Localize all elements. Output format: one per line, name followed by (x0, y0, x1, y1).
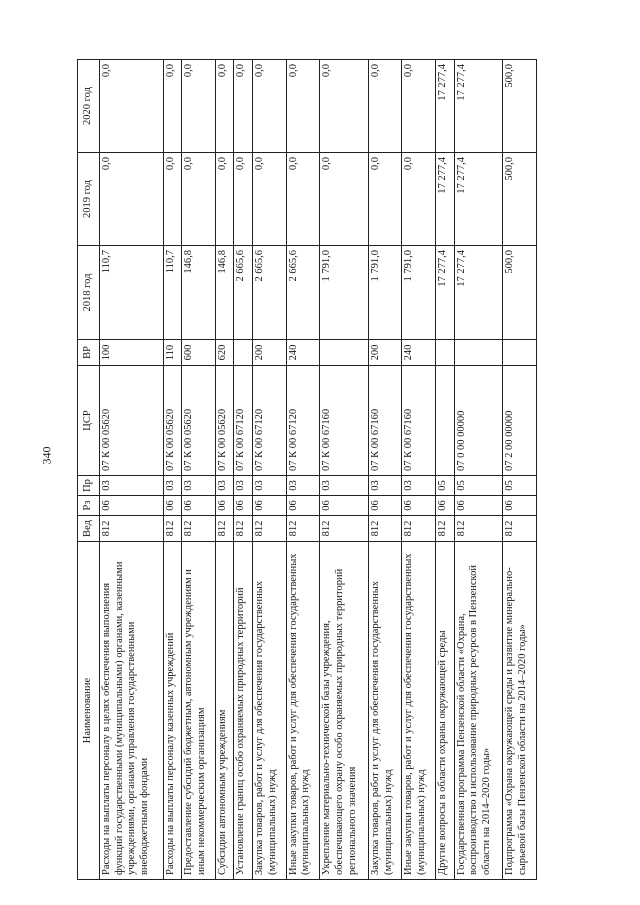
table-row (252, 60, 286, 880)
vr-cell: 200 (252, 340, 286, 366)
vr-cell: 620 (215, 340, 234, 366)
year-2018-cell: 2 665,6 (286, 246, 320, 340)
name-cell: Субсидии автономным учреждениям (215, 542, 234, 880)
vr-cell: 200 (368, 340, 402, 366)
ved-cell: 812 (182, 516, 216, 542)
header-cell: Рз (78, 496, 100, 516)
year-2018-cell: 17 277,4 (454, 246, 503, 340)
year-2020-cell: 0,0 (182, 60, 216, 153)
ved-cell: 812 (320, 516, 369, 542)
year-2019-cell: 0,0 (252, 153, 286, 246)
name-cell: Иные закупки товаров, работ и услуг для обеспечения государственных (муниципальных) нужд (402, 542, 436, 880)
name-cell: Государственная программа Пензенской области «Охрана, воспроизводство и использование природных ресурсов в Пензенской области на 2014–2020 годы» (454, 542, 503, 880)
csr-cell: 07 К 00 05620 (99, 366, 163, 476)
rz-cell: 06 (402, 496, 436, 516)
header-cell: 2019 год (78, 153, 100, 246)
rz-cell: 06 (215, 496, 234, 516)
csr-cell: 07 К 00 67120 (252, 366, 286, 476)
name-cell: Расходы на выплаты персоналу в целях обеспечения выполнения функций государственными (муниципальными) органами, казенными учреждениями, органами управления государственными внебюджетными фондами (99, 542, 163, 880)
pr-cell: 05 (454, 476, 503, 496)
vr-cell: 100 (99, 340, 163, 366)
year-2019-cell: 0,0 (215, 153, 234, 246)
pr-cell: 03 (215, 476, 234, 496)
rz-cell: 06 (234, 496, 253, 516)
name-cell: Иные закупки товаров, работ и услуг для обеспечения государственных (муниципальных) нужд (286, 542, 320, 880)
header-cell: 2018 год (78, 246, 100, 340)
pr-cell: 03 (234, 476, 253, 496)
csr-cell: 07 К 00 67120 (286, 366, 320, 476)
year-2019-cell: 17 277,4 (436, 153, 455, 246)
table-row (402, 60, 436, 880)
table-row (286, 60, 320, 880)
header-cell: Пр (78, 476, 100, 496)
vr-cell: 240 (286, 340, 320, 366)
csr-cell: 07 К 00 67160 (402, 366, 436, 476)
ved-cell: 812 (163, 516, 182, 542)
table-row (99, 60, 163, 880)
rz-cell: 06 (163, 496, 182, 516)
rz-cell: 06 (454, 496, 503, 516)
csr-cell: 07 2 00 00000 (503, 366, 537, 476)
csr-cell: 07 К 00 05620 (163, 366, 182, 476)
ved-cell: 812 (99, 516, 163, 542)
name-cell: Подпрограмма «Охрана окружающей среды и развитие минерально-сырьевой базы Пензенской области на 2014–2020 годы» (503, 542, 537, 880)
year-2019-cell: 0,0 (163, 153, 182, 246)
rz-cell: 06 (436, 496, 455, 516)
year-2018-cell: 1 791,0 (402, 246, 436, 340)
table-row (368, 60, 402, 880)
pr-cell: 05 (503, 476, 537, 496)
pr-cell: 03 (286, 476, 320, 496)
header-cell: ВР (78, 340, 100, 366)
table-row (454, 60, 503, 880)
year-2018-cell: 2 665,6 (234, 246, 253, 340)
year-2020-cell: 17 277,4 (454, 60, 503, 153)
year-2020-cell: 0,0 (320, 60, 369, 153)
csr-cell: 07 0 00 00000 (454, 366, 503, 476)
page-number: 340 (39, 446, 54, 465)
year-2018-cell: 110,7 (99, 246, 163, 340)
vr-cell (436, 340, 455, 366)
year-2019-cell: 0,0 (234, 153, 253, 246)
year-2020-cell: 500,0 (503, 60, 537, 153)
rz-cell: 06 (368, 496, 402, 516)
name-cell: Расходы на выплаты персоналу казенных учреждений (163, 542, 182, 880)
year-2020-cell: 0,0 (286, 60, 320, 153)
pr-cell: 05 (436, 476, 455, 496)
year-2020-cell: 0,0 (234, 60, 253, 153)
table-row (436, 60, 455, 880)
name-cell: Установление границ особо охраняемых природных территорий (234, 542, 253, 880)
ved-cell: 812 (234, 516, 253, 542)
year-2020-cell: 0,0 (215, 60, 234, 153)
table-row (320, 60, 369, 880)
ved-cell: 812 (215, 516, 234, 542)
vr-cell (234, 340, 253, 366)
header-cell: 2020 год (78, 60, 100, 153)
year-2018-cell: 146,8 (215, 246, 234, 340)
csr-cell (436, 366, 455, 476)
year-2020-cell: 0,0 (368, 60, 402, 153)
ved-cell: 812 (436, 516, 455, 542)
table-row (503, 60, 537, 880)
table-row (182, 60, 216, 880)
pr-cell: 03 (252, 476, 286, 496)
header-row (78, 60, 100, 880)
budget-table (77, 59, 537, 880)
year-2018-cell: 500,0 (503, 246, 537, 340)
year-2019-cell: 0,0 (402, 153, 436, 246)
name-cell: Закупка товаров, работ и услуг для обеспечения государственных (муниципальных) нужд (368, 542, 402, 880)
ved-cell: 812 (252, 516, 286, 542)
table-row (163, 60, 182, 880)
ved-cell: 812 (286, 516, 320, 542)
rz-cell: 06 (252, 496, 286, 516)
year-2020-cell: 0,0 (252, 60, 286, 153)
rz-cell: 06 (503, 496, 537, 516)
year-2019-cell: 0,0 (320, 153, 369, 246)
vr-cell: 240 (402, 340, 436, 366)
year-2019-cell: 0,0 (368, 153, 402, 246)
year-2019-cell: 500,0 (503, 153, 537, 246)
name-cell: Другие вопросы в области охраны окружающей среды (436, 542, 455, 880)
ved-cell: 812 (454, 516, 503, 542)
csr-cell: 07 К 00 67120 (234, 366, 253, 476)
pr-cell: 03 (182, 476, 216, 496)
table-row (215, 60, 234, 880)
pr-cell: 03 (320, 476, 369, 496)
csr-cell: 07 К 00 67160 (368, 366, 402, 476)
name-cell: Закупка товаров, работ и услуг для обеспечения государственных (муниципальных) нужд (252, 542, 286, 880)
header-cell: Наименование (78, 542, 100, 880)
rz-cell: 06 (182, 496, 216, 516)
vr-cell: 600 (182, 340, 216, 366)
pr-cell: 03 (99, 476, 163, 496)
year-2020-cell: 17 277,4 (436, 60, 455, 153)
vr-cell (454, 340, 503, 366)
year-2019-cell: 17 277,4 (454, 153, 503, 246)
ved-cell: 812 (402, 516, 436, 542)
rz-cell: 06 (286, 496, 320, 516)
rz-cell: 06 (320, 496, 369, 516)
ved-cell: 812 (368, 516, 402, 542)
rotated-table-wrapper (77, 60, 537, 880)
rz-cell: 06 (99, 496, 163, 516)
year-2020-cell: 0,0 (99, 60, 163, 153)
vr-cell (503, 340, 537, 366)
year-2018-cell: 110,7 (163, 246, 182, 340)
year-2019-cell: 0,0 (182, 153, 216, 246)
vr-cell (320, 340, 369, 366)
year-2018-cell: 146,8 (182, 246, 216, 340)
table-row (234, 60, 253, 880)
csr-cell: 07 К 00 67160 (320, 366, 369, 476)
vr-cell: 110 (163, 340, 182, 366)
year-2018-cell: 17 277,4 (436, 246, 455, 340)
pr-cell: 03 (368, 476, 402, 496)
header-cell: ЦСР (78, 366, 100, 476)
year-2019-cell: 0,0 (99, 153, 163, 246)
year-2018-cell: 1 791,0 (368, 246, 402, 340)
year-2020-cell: 0,0 (402, 60, 436, 153)
year-2020-cell: 0,0 (163, 60, 182, 153)
csr-cell: 07 К 00 05620 (182, 366, 216, 476)
csr-cell: 07 К 00 05620 (215, 366, 234, 476)
name-cell: Укрепление материально-технической базы учреждения, обеспечивающего охрану особо охраняемых природных территорий регионального значения (320, 542, 369, 880)
year-2018-cell: 1 791,0 (320, 246, 369, 340)
year-2019-cell: 0,0 (286, 153, 320, 246)
pr-cell: 03 (402, 476, 436, 496)
header-cell: Вед (78, 516, 100, 542)
ved-cell: 812 (503, 516, 537, 542)
name-cell: Предоставление субсидий бюджетным, автономным учреждениям и иным некоммерческим организациям (182, 542, 216, 880)
year-2018-cell: 2 665,6 (252, 246, 286, 340)
pr-cell: 03 (163, 476, 182, 496)
